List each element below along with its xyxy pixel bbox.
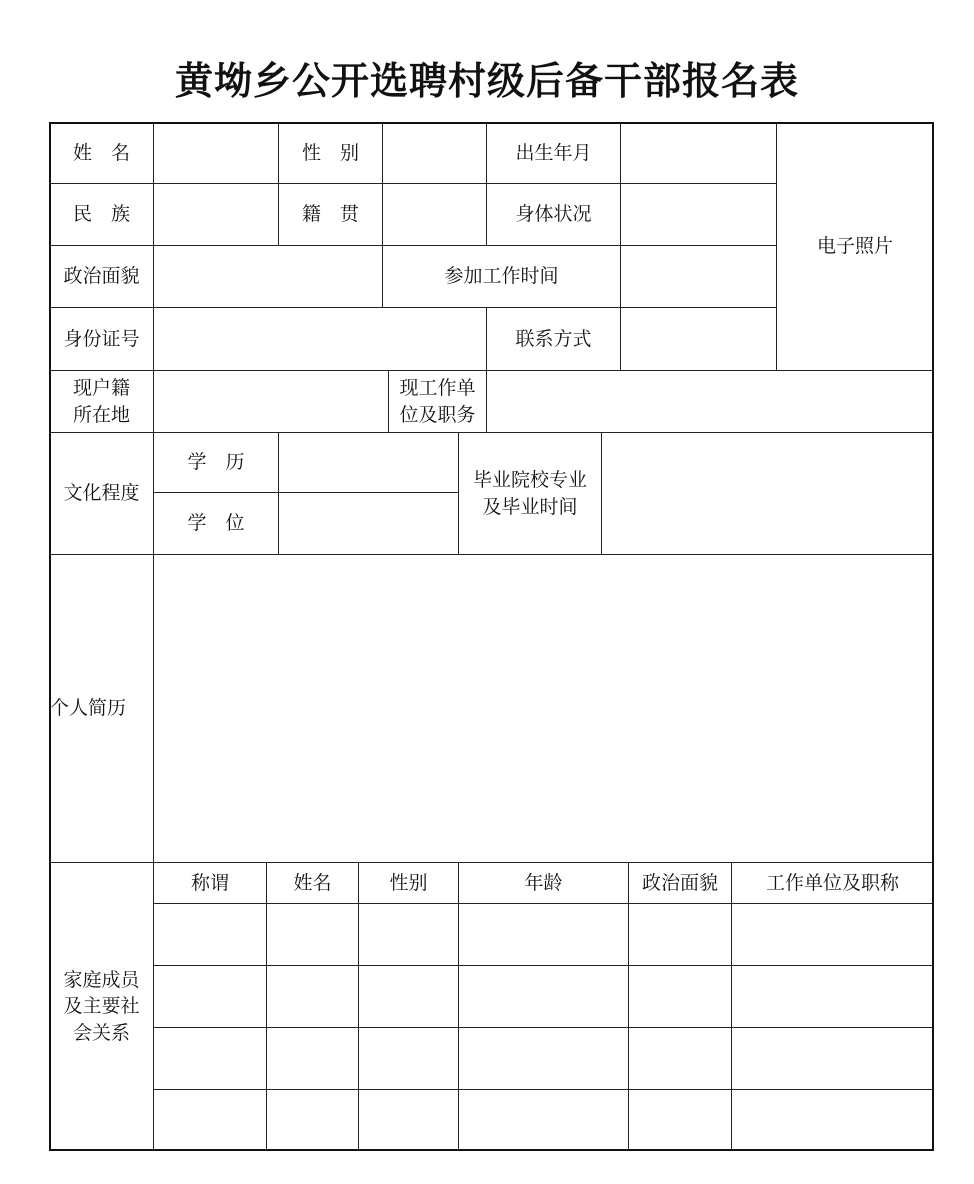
family-cell[interactable] bbox=[458, 903, 629, 966]
family-header-name: 姓名 bbox=[266, 862, 359, 904]
contact-label: 联系方式 bbox=[486, 307, 621, 371]
family-cell[interactable] bbox=[458, 1089, 629, 1151]
family-label-line2: 及主要社 bbox=[63, 995, 140, 1018]
family-cell[interactable] bbox=[628, 965, 732, 1028]
family-cell[interactable] bbox=[731, 1027, 934, 1090]
household-label bbox=[49, 370, 154, 433]
current-unit-label-line2: 位及职务 bbox=[399, 403, 476, 426]
family-cell[interactable] bbox=[358, 1027, 459, 1090]
resume-input[interactable] bbox=[153, 554, 934, 863]
ethnicity-label: 民 族 bbox=[49, 183, 154, 246]
family-label bbox=[49, 862, 154, 1151]
birth-label: 出生年月 bbox=[486, 122, 621, 184]
photo-label: 电子照片 bbox=[816, 235, 893, 257]
family-cell[interactable] bbox=[266, 965, 359, 1028]
family-header-work-unit: 工作单位及职称 bbox=[731, 862, 934, 904]
degree-input[interactable] bbox=[278, 492, 459, 555]
education-level-label: 文化程度 bbox=[49, 432, 154, 555]
family-cell[interactable] bbox=[266, 1089, 359, 1151]
native-place-label: 籍 贯 bbox=[278, 183, 383, 246]
id-number-input[interactable] bbox=[153, 307, 487, 371]
household-label-line2: 所在地 bbox=[72, 403, 130, 426]
graduate-input[interactable] bbox=[601, 432, 934, 555]
health-label: 身体状况 bbox=[486, 183, 621, 246]
degree-label: 学 位 bbox=[153, 492, 279, 555]
family-label-line1: 家庭成员 bbox=[63, 968, 140, 991]
current-unit-label bbox=[388, 370, 487, 433]
family-header-gender: 性别 bbox=[358, 862, 459, 904]
family-header-political: 政治面貌 bbox=[628, 862, 732, 904]
current-unit-label-line1: 现工作单 bbox=[399, 376, 476, 399]
resume-label: 个人简历 bbox=[49, 554, 154, 863]
family-header-relation: 称谓 bbox=[153, 862, 267, 904]
family-cell[interactable] bbox=[731, 965, 934, 1028]
family-cell[interactable] bbox=[458, 965, 629, 1028]
photo-area[interactable] bbox=[776, 122, 934, 371]
current-unit-input[interactable] bbox=[486, 370, 934, 433]
birth-input[interactable] bbox=[620, 122, 777, 184]
family-cell[interactable] bbox=[153, 1089, 267, 1151]
political-status-input[interactable] bbox=[153, 245, 383, 308]
family-cell[interactable] bbox=[358, 903, 459, 966]
family-cell[interactable] bbox=[628, 1027, 732, 1090]
family-cell[interactable] bbox=[153, 1027, 267, 1090]
family-cell[interactable] bbox=[358, 1089, 459, 1151]
work-start-input[interactable] bbox=[620, 245, 777, 308]
family-cell[interactable] bbox=[153, 965, 267, 1028]
family-cell[interactable] bbox=[358, 965, 459, 1028]
name-input[interactable] bbox=[153, 122, 279, 184]
gender-label: 性 别 bbox=[278, 122, 383, 184]
contact-input[interactable] bbox=[620, 307, 777, 371]
household-label-line1: 现户籍 bbox=[72, 376, 130, 399]
work-start-label: 参加工作时间 bbox=[382, 245, 621, 308]
graduate-label bbox=[458, 432, 602, 555]
gender-input[interactable] bbox=[382, 122, 487, 184]
family-cell[interactable] bbox=[266, 903, 359, 966]
native-place-input[interactable] bbox=[382, 183, 487, 246]
education-input[interactable] bbox=[278, 432, 459, 493]
family-label-line3: 会关系 bbox=[72, 1021, 130, 1044]
family-cell[interactable] bbox=[628, 1089, 732, 1151]
graduate-label-line1: 毕业院校专业 bbox=[472, 468, 587, 491]
education-label: 学 历 bbox=[153, 432, 279, 493]
health-input[interactable] bbox=[620, 183, 777, 246]
political-status-label: 政治面貌 bbox=[49, 245, 154, 308]
id-number-label: 身份证号 bbox=[49, 307, 154, 371]
family-cell[interactable] bbox=[266, 1027, 359, 1090]
form-title: 黄坳乡公开选聘村级后备干部报名表 bbox=[174, 58, 799, 103]
name-label: 姓 名 bbox=[49, 122, 154, 184]
family-cell[interactable] bbox=[628, 903, 732, 966]
family-cell[interactable] bbox=[153, 903, 267, 966]
family-header-age: 年龄 bbox=[458, 862, 629, 904]
family-cell[interactable] bbox=[458, 1027, 629, 1090]
graduate-label-line2: 及毕业时间 bbox=[482, 495, 578, 518]
family-cell[interactable] bbox=[731, 1089, 934, 1151]
ethnicity-input[interactable] bbox=[153, 183, 279, 246]
family-cell[interactable] bbox=[731, 903, 934, 966]
household-input[interactable] bbox=[153, 370, 389, 433]
